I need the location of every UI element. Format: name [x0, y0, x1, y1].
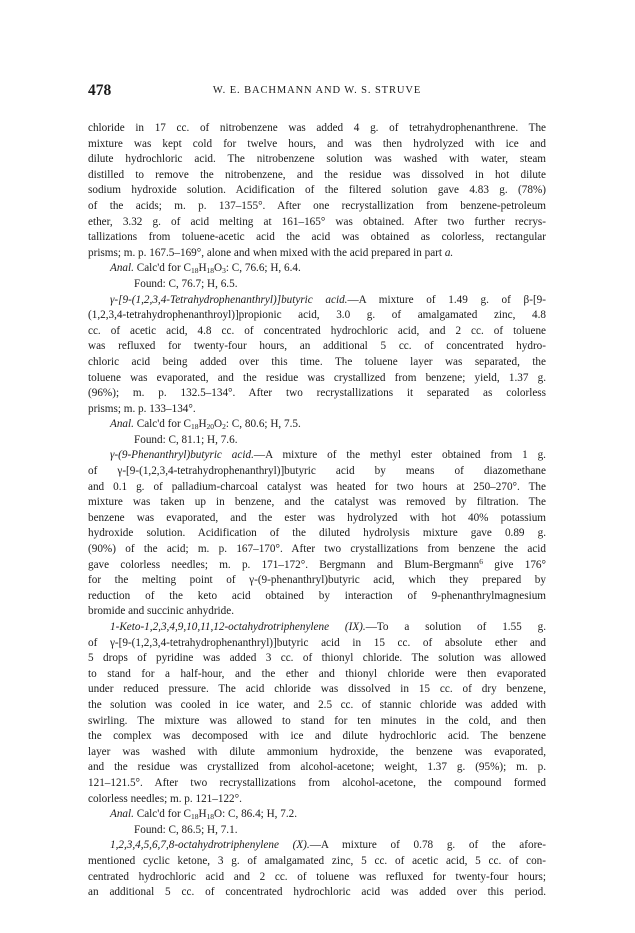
- text-span: prisms; m. p. 167.5–169°, alone and when mixed with the acid prepared in part: [88, 246, 445, 259]
- text-span: H: [198, 262, 207, 275]
- text-line: layer was washed with dilute ammonium hydroxide, the benzene was evaporated,: [88, 745, 546, 758]
- analysis-found: Found: C, 81.1; H, 7.6.: [134, 433, 238, 446]
- text-span: : C, 76.6; H, 6.4.: [225, 262, 301, 275]
- text-line: was refluxed for twenty-four hours, an additional 5 cc. of concentrated hydro-: [88, 340, 546, 353]
- page-number: 478: [88, 82, 112, 99]
- text-line: sodium hydroxide solution. Acidification of the filtered solution gave 4.83 g. (78%): [88, 184, 546, 197]
- text-line: [88, 246, 546, 262]
- text-line: for the melting point of γ-(9-phenanthryl)butyric acid, which they prepared by: [88, 574, 546, 587]
- text-line: reduction of the keto acid obtained by interaction of 9-phenanthrylmagnesium: [88, 589, 546, 602]
- text-line: mixture was taken up in benzene, and the catalyst was removed by filtration. The: [88, 496, 546, 509]
- subscript: 18: [206, 812, 215, 822]
- text-line: cc. of acetic acid, 4.8 cc. of concentrated hydrochloric acid, and 2 cc. of toluene: [88, 324, 546, 337]
- text-line: prisms; m. p. 133–134°.: [88, 402, 196, 415]
- text-line: (90%) of the acid; m. p. 167–170°. After two crystallizations from benzene the acid: [88, 543, 546, 556]
- analysis-found: Found: C, 86.5; H, 7.1.: [134, 823, 238, 836]
- section-heading-line: [88, 838, 546, 854]
- footnote-ref: 6: [479, 556, 484, 566]
- text-line: 5 drops of pyridine was added 3 cc. of thionyl chloride. The solution was allowed: [88, 652, 546, 665]
- analysis-calculated: [88, 417, 546, 433]
- text-span: —A mixture of the methyl ester obtained from 1 g.: [253, 449, 546, 462]
- text-line: toluene was evaporated, and the residue was crystallized from benzene; yield, 1.37 g.: [88, 371, 546, 384]
- analysis-calculated: [88, 807, 546, 823]
- subscript: 18: [190, 422, 199, 432]
- subscript: 18: [190, 266, 199, 276]
- running-head: W. E. BACHMANN AND W. S. STRUVE: [212, 85, 422, 96]
- text-line: of γ-[9-(1,2,3,4-tetrahydrophenanthryl)]butyric acid by means of diazomethane: [88, 465, 546, 478]
- text-line: mentioned cyclic ketone, 3 g. of amalgamated zinc, 5 cc. of acetic acid, 5 cc. of con-: [88, 854, 546, 867]
- section-heading-line: [88, 448, 546, 464]
- subscript: 3: [222, 266, 226, 276]
- text-line: under reduced pressure. The acid chloride was dissolved in 15 cc. of dry benzene,: [88, 683, 546, 696]
- text-span: O: C, 86.4; H, 7.2.: [214, 808, 298, 821]
- text-line: ether, 3.32 g. of acid melting at 161–165° was obtained. After two further recrys-: [88, 215, 546, 228]
- text-line: bromide and succinic anhydride.: [88, 605, 235, 618]
- text-span: Calc'd for C: [133, 808, 191, 821]
- text-line: benzene was evaporated, and the ester was hydrolyzed with hot 40% potassium: [88, 511, 546, 524]
- anal-label: Anal.: [110, 262, 134, 275]
- section-heading-line: [88, 620, 546, 636]
- text-line: to stand for a half-hour, and the ether and thionyl chloride were then evaporated: [88, 667, 546, 680]
- text-span: give 176°: [483, 558, 546, 571]
- text-span: —A mixture of 0.78 g. of the afore-: [309, 839, 546, 852]
- compound-heading: 1,2,3,4,5,6,7,8-octahydrotriphenylene (X).: [110, 839, 310, 852]
- compound-heading: γ-(9-Phenanthryl)butyric acid.: [110, 449, 254, 462]
- text-line: and 0.1 g. of palladium-charcoal catalyst was heated for two hours at 250–270°. The: [88, 480, 546, 493]
- text-line: (1,2,3,4-tetrahydrophenanthroyl)]propionic acid, 3.0 g. of amalgamated zinc, 4.8: [88, 309, 546, 322]
- text-line: dilute hydrochloric acid. The nitrobenzene solution was washed with water, steam: [88, 153, 546, 166]
- text-span: : C, 80.6; H, 7.5.: [225, 418, 301, 431]
- page-header: [88, 82, 546, 102]
- text-line: distilled to remove the nitrobenzene, and the residue was dissolved in hot dilute: [88, 168, 546, 181]
- subscript: 20: [206, 422, 215, 432]
- text-line: chloric acid being added over this time. The toluene layer was separated, the: [88, 355, 546, 368]
- subscript: 18: [206, 266, 215, 276]
- text-span: O: [214, 262, 223, 275]
- section-heading-line: [88, 293, 546, 309]
- text-line: tallizations from toluene-acetic acid the acid was obtained as colorless, rectangular: [88, 231, 546, 244]
- body-text: [88, 121, 546, 901]
- text-line: [88, 558, 546, 574]
- text-line: and the residue was crystallized from alcohol-acetone; weight, 1.37 g. (95%); m. p.: [88, 761, 546, 774]
- anal-label: Anal.: [110, 418, 134, 431]
- compound-heading: 1-Keto-1,2,3,4,9,10,11,12-octahydrotriphenylene (IX).: [110, 621, 366, 633]
- text-span: —To a solution of 1.55 g.: [365, 621, 546, 633]
- analysis-calculated: [88, 261, 546, 277]
- text-line: colorless needles; m. p. 121–122°.: [88, 792, 242, 805]
- text-line: swirling. The mixture was allowed to stand for ten minutes in the cold, and then: [88, 714, 546, 727]
- subscript: 18: [190, 812, 199, 822]
- text-line: centrated hydrochloric acid and 2 cc. of toluene was refluxed for twenty-four hours;: [88, 870, 546, 883]
- text-span: Calc'd for C: [133, 418, 191, 431]
- text-line: of γ-[9-(1,2,3,4-tetrahydrophenanthryl)]butyric acid in 15 cc. of absolute ether and: [88, 636, 546, 649]
- text-line: an additional 5 cc. of concentrated hydrochloric acid was added over this period.: [88, 886, 546, 899]
- analysis-found: Found: C, 76.7; H, 6.5.: [134, 277, 238, 290]
- text-line: the complex was decomposed with ice and dilute hydrochloric acid. The benzene: [88, 730, 546, 743]
- anal-label: Anal.: [110, 808, 134, 821]
- compound-heading: γ-[9-(1,2,3,4-Tetrahydrophenanthryl)]butyric acid.: [110, 293, 348, 306]
- text-line: 121–121.5°. After two recrystallizations from alcohol-acetone, the compound formed: [88, 776, 546, 789]
- text-line: hydroxide solution. Acidification of the diluted hydrolysis mixture gave 0.89 g.: [88, 527, 546, 540]
- text-span: gave colorless needles; m. p. 171–172°. Bergmann and Blum-Bergmann: [88, 558, 480, 571]
- text-span: O: [214, 418, 223, 431]
- subscript: 2: [222, 422, 226, 432]
- text-span: H: [198, 808, 207, 821]
- text-span: —A mixture of 1.49 g. of β-[9-: [347, 293, 546, 306]
- text-line: of the acids; m. p. 137–155°. After one recrystallization from benzene-petroleum: [88, 199, 546, 212]
- text-span: Calc'd for C: [133, 262, 191, 275]
- text-line: mixture was kept cold for twelve hours, and was then hydrolyzed with ice and: [88, 137, 546, 150]
- text-span: a.: [444, 246, 454, 259]
- text-line: chloride in 17 cc. of nitrobenzene was added 4 g. of tetrahydrophenanthrene. The: [88, 122, 546, 134]
- text-line: the solution was cooled in ice water, and 2.5 cc. of stannic chloride was added with: [88, 698, 546, 711]
- text-span: H: [198, 418, 207, 431]
- text-line: (96%); m. p. 132.5–134°. After two recrystallizations it separated as colorless: [88, 387, 546, 400]
